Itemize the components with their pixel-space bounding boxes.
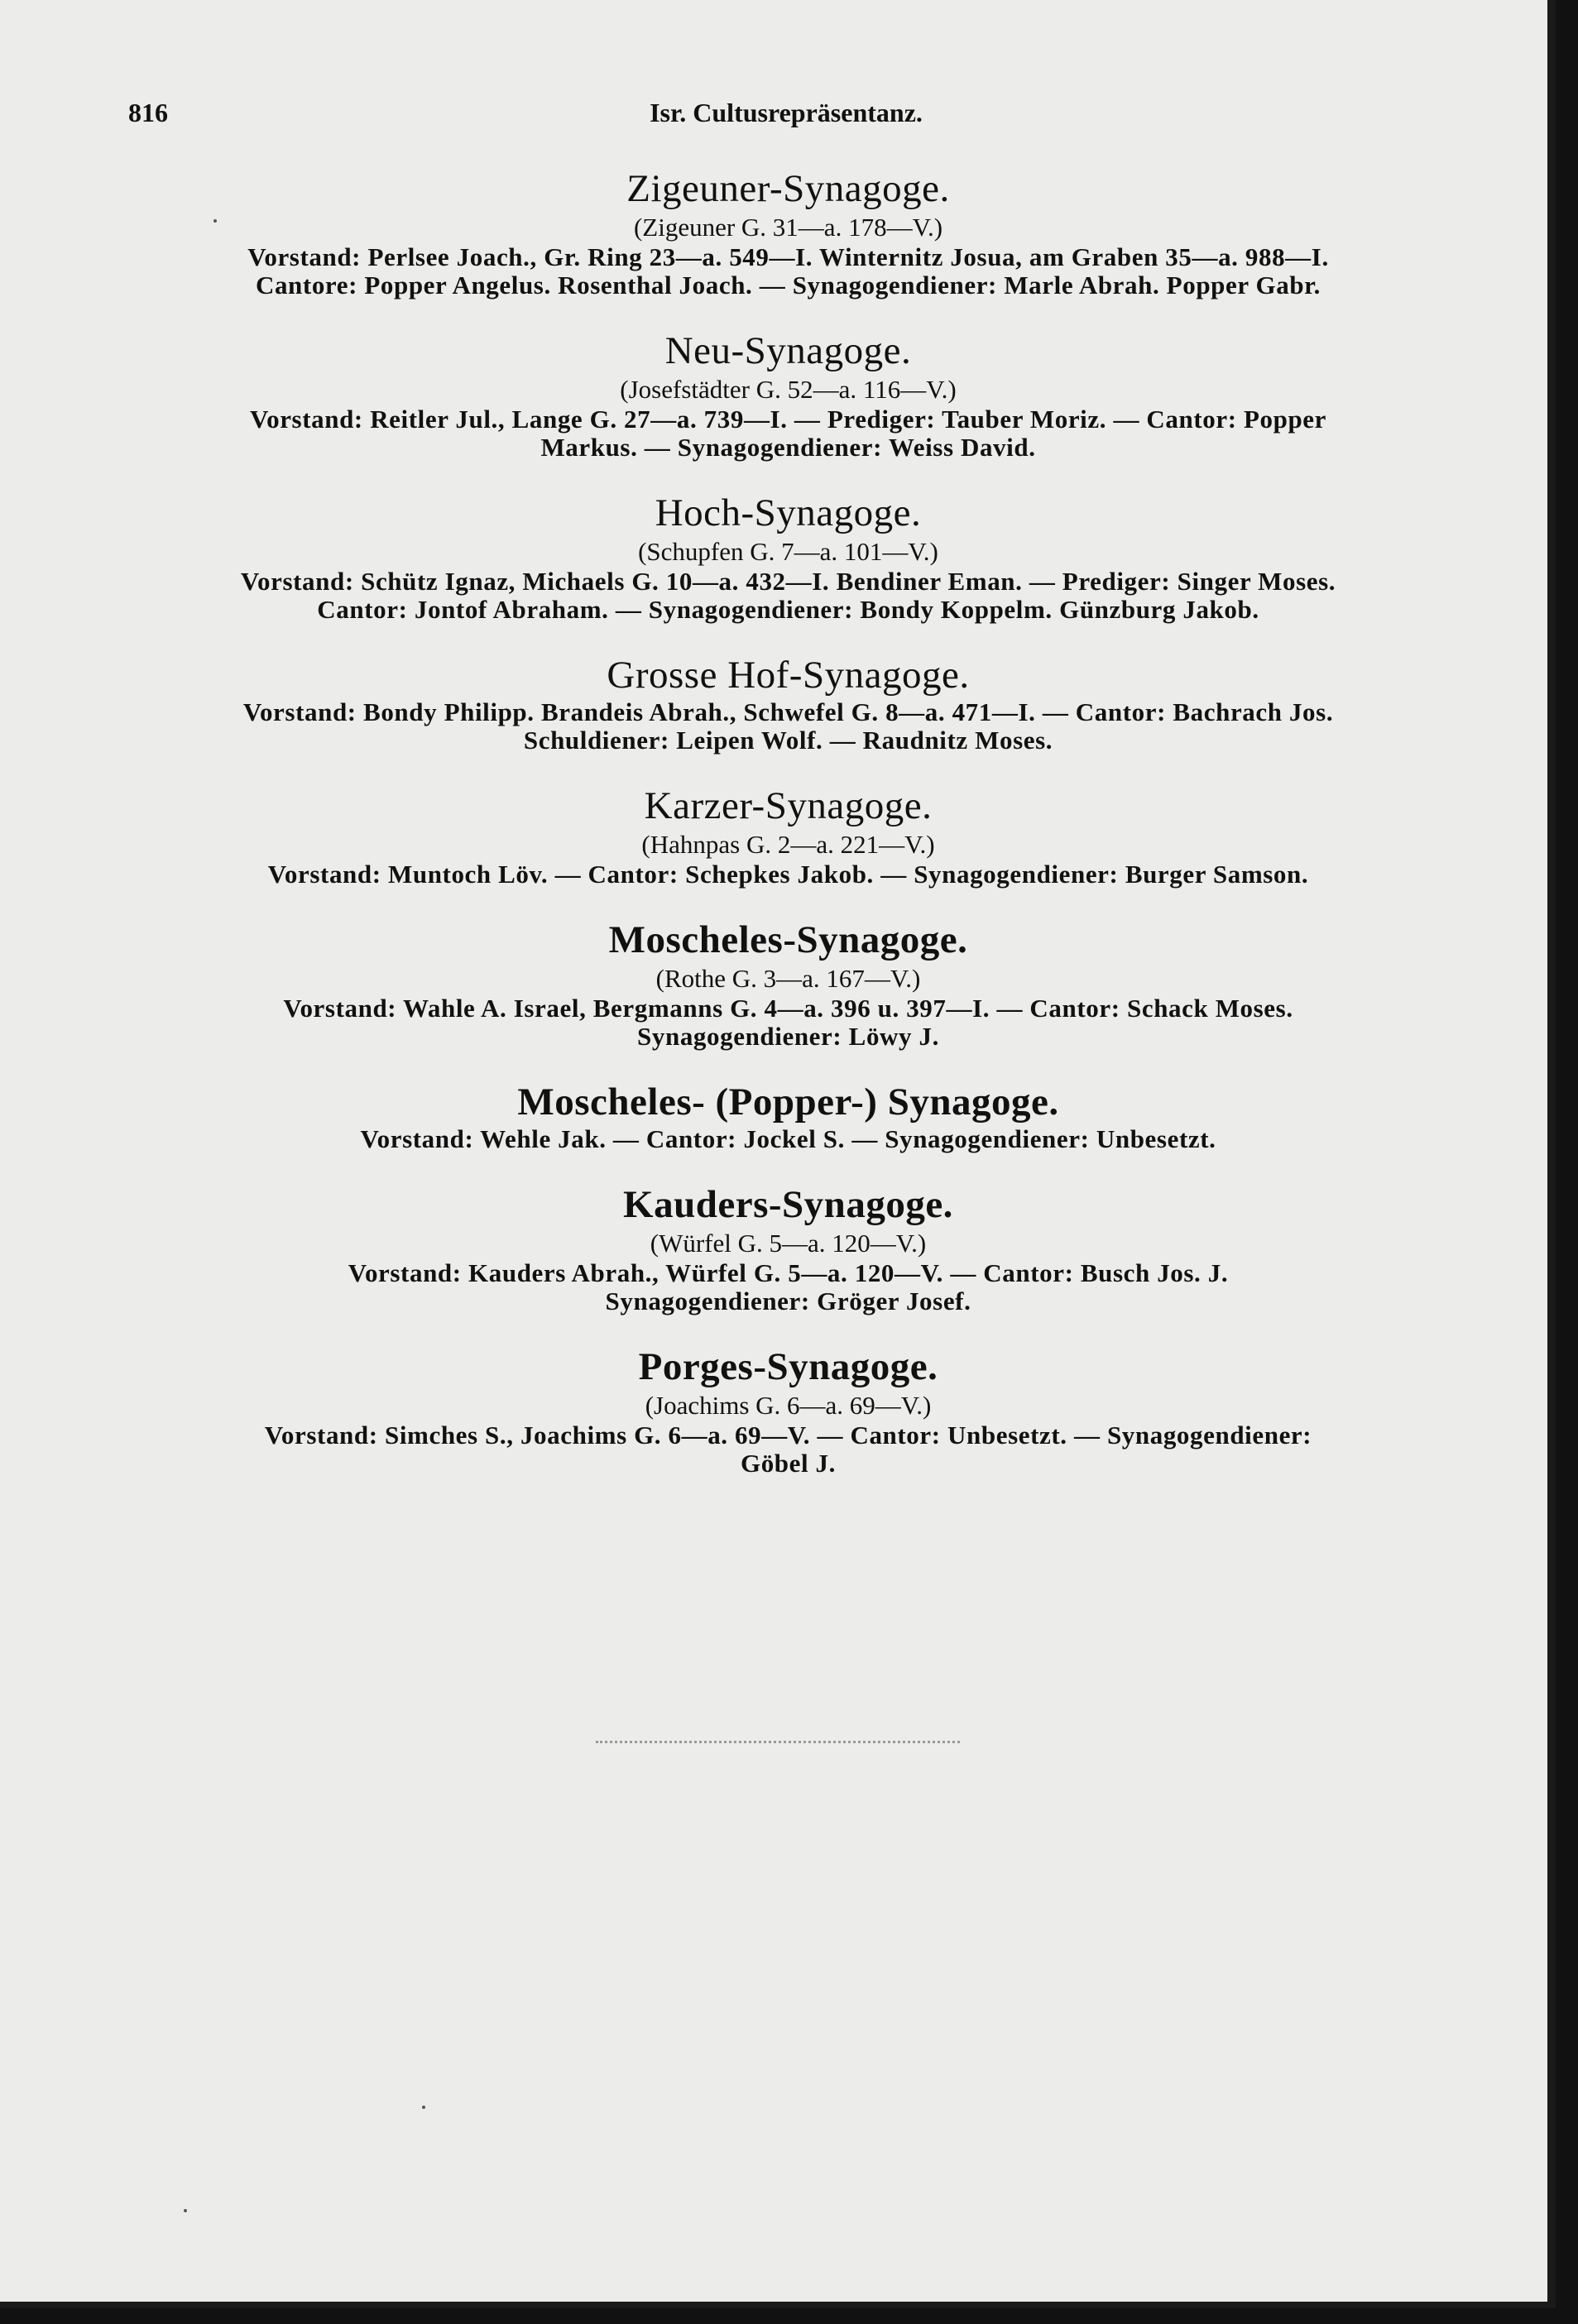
synagogue-list [120, 165, 1456, 1506]
section-title: Porges-Synagoge. [638, 1345, 938, 1388]
section-entry-line: Vorstand: Kauders Abrah., Würfel G. 5—a. 120—V. — Cantor: Busch Jos. J. [348, 1258, 1229, 1287]
section-address: (Rothe G. 3—a. 167—V.) [655, 964, 921, 993]
section-entry-line: Vorstand: Perlsee Joach., Gr. Ring 23—a. 549—I. Winternitz Josua, am Graben 35—a. 988—I. [247, 242, 1329, 271]
page-header [128, 98, 1444, 131]
page-number: 816 [128, 98, 168, 127]
section-title: Grosse Hof-Synagoge. [607, 654, 970, 697]
synagogue-section [120, 917, 1456, 1051]
section-entry-line: Vorstand: Schütz Ignaz, Michaels G. 10—a. 432—I. Bendiner Eman. — Prediger: Singer Moses. [240, 567, 1336, 596]
synagogue-section [120, 328, 1456, 462]
section-title: Hoch-Synagoge. [655, 491, 922, 534]
section-entry-line: Vorstand: Muntoch Löv. — Cantor: Schepkes Jakob. — Synagogendiener: Burger Samson. [267, 860, 1309, 889]
section-title: Moscheles-Synagoge. [608, 918, 968, 961]
synagogue-section [120, 165, 1456, 299]
section-address: (Zigeuner G. 31—a. 178—V.) [633, 213, 943, 242]
section-title: Zigeuner-Synagoge. [626, 167, 950, 210]
section-entry-line: Synagogendiener: Gröger Josef. [605, 1287, 971, 1315]
section-address: (Schupfen G. 7—a. 101—V.) [638, 537, 938, 566]
section-title: Moscheles- (Popper-) Synagoge. [517, 1081, 1059, 1124]
section-entry-line: Vorstand: Wehle Jak. — Cantor: Jockel S. — Synagogendiener: Unbesetzt. [360, 1124, 1216, 1153]
faint-dotted-mark [596, 1741, 960, 1747]
section-title: Karzer-Synagoge. [644, 784, 933, 827]
section-entry-line: Vorstand: Reitler Jul., Lange G. 27—a. 739—I. — Prediger: Tauber Moriz. — Cantor: Popper [249, 405, 1327, 434]
section-address: (Joachims G. 6—a. 69—V.) [645, 1391, 932, 1420]
section-entry-line: Vorstand: Simches S., Joachims G. 6—a. 69—V. — Cantor: Unbesetzt. — Synagogendiener: [264, 1421, 1312, 1450]
synagogue-section [120, 1079, 1456, 1153]
synagogue-section [120, 652, 1456, 755]
section-entry-line: Synagogendiener: Löwy J. [637, 1022, 939, 1051]
section-address: (Würfel G. 5—a. 120—V.) [650, 1229, 927, 1258]
section-title: Neu-Synagoge. [664, 329, 912, 372]
section-entry-line: Schuldiener: Leipen Wolf. — Raudnitz Moses. [523, 726, 1053, 755]
speck [422, 2106, 425, 2109]
synagogue-section [120, 1181, 1456, 1315]
synagogue-section [120, 490, 1456, 624]
section-entry-line: Vorstand: Wahle A. Israel, Bergmanns G. 4—a. 396 u. 397—I. — Cantor: Schack Moses. [283, 994, 1293, 1023]
section-entry-line: Göbel J. [740, 1449, 837, 1478]
section-title: Kauders-Synagoge. [623, 1183, 953, 1226]
running-title: Isr. Cultusrepräsentanz. [650, 98, 923, 127]
section-entry-line: Vorstand: Bondy Philipp. Brandeis Abrah., Schwefel G. 8—a. 471—I. — Cantor: Bachrach Jos. [242, 697, 1334, 726]
speck [213, 219, 217, 223]
speck [184, 2209, 187, 2212]
section-address: (Josefstädter G. 52—a. 116—V.) [620, 375, 957, 404]
section-entry-line: Cantore: Popper Angelus. Rosenthal Joach. — Synagogendiener: Marle Abrah. Popper Gabr. [255, 271, 1321, 299]
synagogue-section [120, 1344, 1456, 1478]
synagogue-section [120, 783, 1456, 889]
section-entry-line: Markus. — Synagogendiener: Weiss David. [540, 433, 1036, 462]
section-address: (Hahnpas G. 2—a. 221—V.) [641, 830, 935, 859]
section-entry-line: Cantor: Jontof Abraham. — Synagogendiener: Bondy Koppelm. Günzburg Jakob. [317, 595, 1259, 624]
